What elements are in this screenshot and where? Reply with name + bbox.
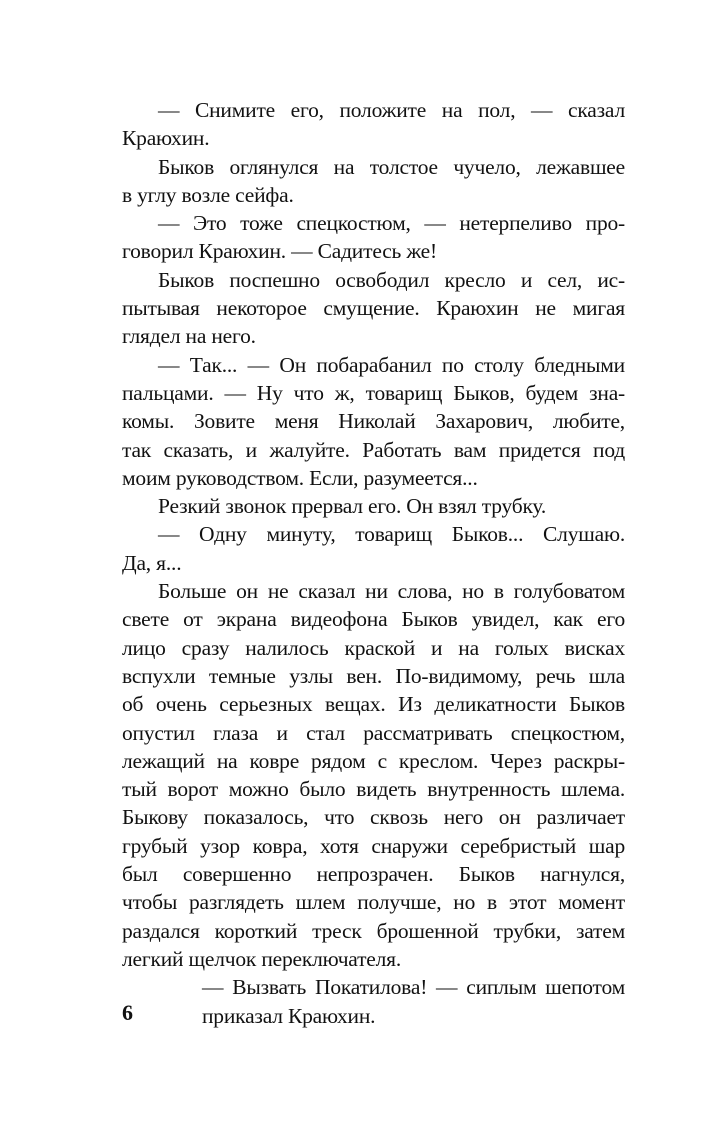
text-line: — Так... — Он побарабанил по столу бледными (158, 352, 625, 377)
text-line: Быкову показалось, что сквозь него он различает (122, 805, 625, 830)
text-line: Резкий звонок прервал его. Он взял трубку. (158, 494, 546, 519)
text-line: лицо сразу налилось краской и на голых висках (122, 635, 625, 660)
text-line: был совершенно непрозрачен. Быков нагнулся, (122, 862, 625, 887)
text-line: — Одну минуту, товарищ Быков... Слушаю. (158, 522, 625, 547)
text-line: раздался короткий треск брошенной трубки, затем (122, 918, 625, 943)
text-line: опустил глаза и стал рассматривать спецкостюм, (122, 720, 625, 745)
page-number: 6 (122, 1000, 133, 1025)
text-line: так сказать, и жалуйте. Работать вам придется под (122, 437, 625, 462)
text-line: говорил Краюхин. — Садитесь же! (122, 239, 437, 264)
text-line: моим руководством. Если, разумеется... (122, 465, 478, 490)
text-line: свете от экрана видеофона Быков увидел, как его (122, 607, 625, 632)
book-page-text (122, 96, 625, 1030)
text-line: вспухли темные узлы вен. По-видимому, речь шла (122, 663, 625, 688)
text-line: комы. Зовите меня Николай Захарович, любите, (122, 409, 625, 434)
text-line: легкий щелчок переключателя. (122, 946, 402, 971)
text-line: чтобы разглядеть шлем получше, но в этот момент (122, 890, 625, 915)
text-line: Больше он не сказал ни слова, но в голубоватом (158, 579, 625, 604)
text-line: Краюхин. (122, 126, 210, 151)
text-line: приказал Краюхин. (202, 1003, 376, 1028)
text-line: Быков оглянулся на толстое чучело, лежавшее (158, 154, 625, 179)
text-line: — Снимите его, положите на пол, — сказал (158, 98, 625, 122)
text-line: Быков поспешно освободил кресло и сел, ис- (158, 267, 625, 292)
text-line: лежащий на ковре рядом с креслом. Через раскры- (122, 748, 625, 773)
text-line: грубый узор ковра, хотя снаружи серебристый шар (122, 833, 625, 858)
text-line: — Это тоже спецкостюм, — нетерпеливо про- (158, 211, 625, 236)
text-line: об очень серьезных вещах. Из деликатности Быков (122, 692, 625, 717)
text-line: глядел на него. (122, 324, 256, 349)
text-line: тый ворот можно было видеть внутренность шлема. (122, 777, 625, 802)
text-line: — Вызвать Покатилова! — сиплым шепотом (202, 975, 625, 1000)
text-line: Да, я... (122, 550, 182, 575)
text-line: пальцами. — Ну что ж, товарищ Быков, будем зна- (122, 380, 625, 405)
text-line: пытывая некоторое смущение. Краюхин не мигая (122, 296, 625, 321)
text-line: в углу возле сейфа. (122, 182, 294, 207)
